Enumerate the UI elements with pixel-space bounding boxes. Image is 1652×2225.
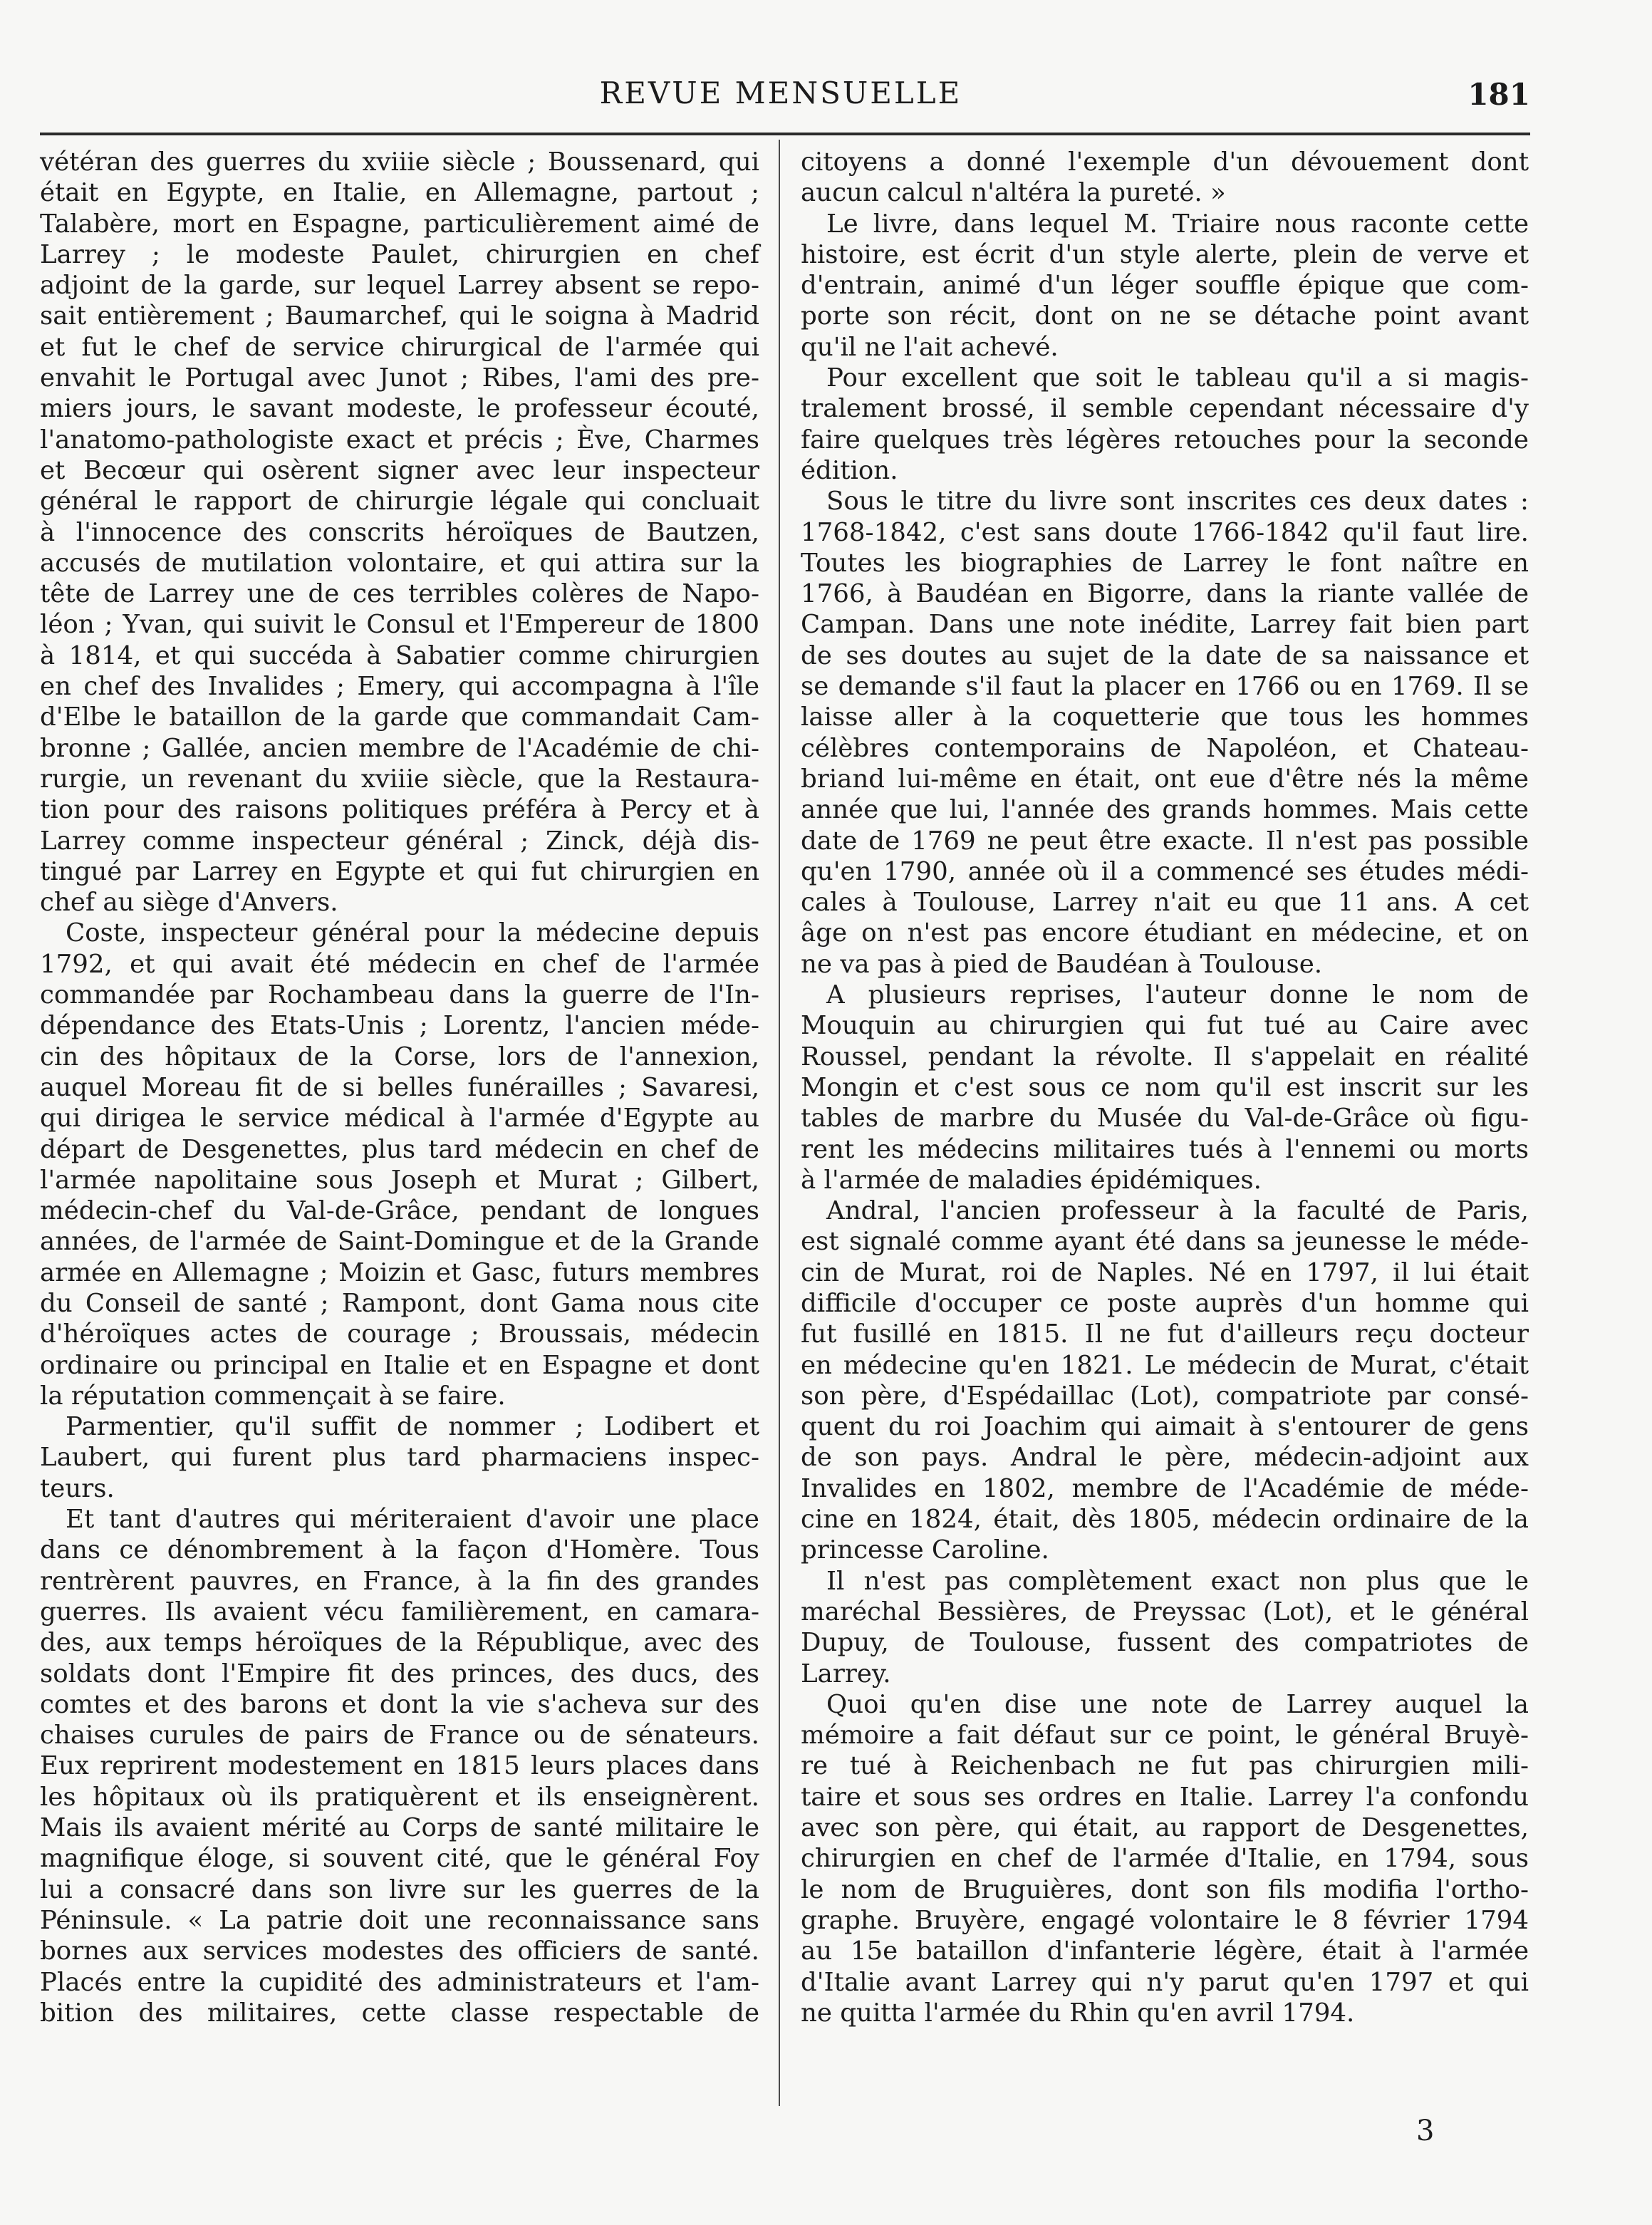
text-line: rentrèrent pauvres, en France, à la fin des grandes xyxy=(40,1566,759,1596)
text-line: aucun calcul n'altéra la pureté. » xyxy=(801,178,1226,208)
text-line: à 1814, et qui succéda à Sabatier comme chirurgien xyxy=(40,640,759,670)
left-column xyxy=(40,147,759,2028)
text-line: 1768-1842, c'est sans doute 1766-1842 qu'il faut lire. xyxy=(801,517,1529,547)
text-line: date de 1769 ne peut être exacte. Il n'est pas possible xyxy=(801,826,1529,856)
text-line: des, aux temps héroïques de la République, avec des xyxy=(40,1628,759,1658)
text-line: Larrey. xyxy=(801,1659,891,1689)
text-line: Mouquin au chirurgien qui fut tué au Caire avec xyxy=(801,1011,1529,1041)
text-line: l'anatomo-pathologiste exact et précis ; Ève, Charmes xyxy=(40,425,759,455)
text-line: bition des militaires, cette classe respectable de xyxy=(40,1998,759,2028)
text-line: magnifique éloge, si souvent cité, que le général Foy xyxy=(40,1844,759,1874)
text-line: au 15e bataillon d'infanterie légère, était à l'armée xyxy=(801,1936,1529,1966)
text-line: auquel Moreau fit de si belles funérailles ; Savaresi, xyxy=(40,1072,759,1102)
text-line: vétéran des guerres du xviiie siècle ; Boussenard, qui xyxy=(40,147,759,177)
text-line: porte son récit, dont on ne se détache point avant xyxy=(801,301,1529,331)
text-line: dépendance des Etats-Unis ; Lorentz, l'ancien méde- xyxy=(40,1011,759,1041)
text-line: à l'armée de maladies épidémiques. xyxy=(801,1165,1262,1195)
text-line: se demande s'il faut la placer en 1766 ou en 1769. Il se xyxy=(801,672,1529,702)
text-line: qu'en 1790, année où il a commencé ses études médi- xyxy=(801,856,1529,886)
text-line: Coste, inspecteur général pour la médecine depuis xyxy=(66,918,759,948)
text-line: laisse aller à la coquetterie que tous les hommes xyxy=(801,702,1529,732)
text-line: commandée par Rochambeau dans la guerre de l'In- xyxy=(40,980,759,1010)
text-line: soldats dont l'Empire fit des princes, des ducs, des xyxy=(40,1659,759,1689)
text-line: fut fusillé en 1815. Il ne fut d'ailleurs reçu docteur xyxy=(801,1319,1529,1349)
text-line: Laubert, qui furent plus tard pharmaciens inspec- xyxy=(40,1443,759,1473)
text-line: cin de Murat, roi de Naples. Né en 1797, il lui était xyxy=(801,1257,1529,1287)
text-line: d'héroïques actes de courage ; Broussais, médecin xyxy=(40,1319,759,1349)
text-line: à l'innocence des conscrits héroïques de Bautzen, xyxy=(40,517,759,547)
text-line: Roussel, pendant la révolte. Il s'appelait en réalité xyxy=(801,1042,1529,1072)
text-line: son père, d'Espédaillac (Lot), compatriote par consé- xyxy=(801,1381,1529,1411)
page-number: 181 xyxy=(1467,77,1530,112)
text-line: chaises curules de pairs de France ou de sénateurs. xyxy=(40,1721,759,1751)
text-line: Dupuy, de Toulouse, fussent des compatriotes de xyxy=(801,1628,1529,1658)
text-line: citoyens a donné l'exemple d'un dévouement dont xyxy=(801,147,1529,177)
text-line: années, de l'armée de Saint-Domingue et de la Grande xyxy=(40,1227,759,1257)
text-line: bronne ; Gallée, ancien membre de l'Académie de chi- xyxy=(40,733,759,763)
text-line: cin des hôpitaux de la Corse, lors de l'annexion, xyxy=(40,1042,759,1072)
text-line: Parmentier, qu'il suffit de nommer ; Lodibert et xyxy=(66,1412,759,1442)
text-line: Le livre, dans lequel M. Triaire nous raconte cette xyxy=(826,209,1529,239)
text-line: A plusieurs reprises, l'auteur donne le nom de xyxy=(826,980,1529,1010)
text-line: briand lui-même en était, ont eue d'être nés la même xyxy=(801,764,1529,794)
text-line: teurs. xyxy=(40,1473,115,1503)
text-line: en chef des Invalides ; Emery, qui accompagna à l'île xyxy=(40,672,759,702)
text-line: léon ; Yvan, qui suivit le Consul et l'Empereur de 1800 xyxy=(40,610,759,640)
text-line: ne quitta l'armée du Rhin qu'en avril 1794. xyxy=(801,1998,1355,2028)
text-line: miers jours, le savant modeste, le professeur écouté, xyxy=(40,394,759,424)
text-line: année que lui, l'année des grands hommes. Mais cette xyxy=(801,795,1529,825)
text-line: lui a consacré dans son livre sur les guerres de la xyxy=(40,1874,759,1904)
text-line: armée en Allemagne ; Moizin et Gasc, futurs membres xyxy=(40,1257,759,1287)
text-line: Quoi qu'en dise une note de Larrey auquel la xyxy=(826,1689,1529,1719)
text-line: et Becœur qui osèrent signer avec leur inspecteur xyxy=(40,455,759,485)
text-line: avec son père, qui était, au rapport de Desgenettes, xyxy=(801,1813,1529,1843)
text-line: 1766, à Baudéan en Bigorre, dans la riante vallée de xyxy=(801,579,1529,609)
text-line: et fut le chef de service chirurgical de l'armée qui xyxy=(40,332,759,362)
text-line: re tué à Reichenbach ne fut pas chirurgien mili- xyxy=(801,1751,1529,1781)
text-line: Et tant d'autres qui mériteraient d'avoir une place xyxy=(66,1505,759,1535)
text-line: dans ce dénombrement à la façon d'Homère. Tous xyxy=(40,1535,759,1565)
text-line: rent les médecins militaires tués à l'ennemi ou morts xyxy=(801,1134,1529,1164)
text-line: est signalé comme ayant été dans sa jeunesse le méde- xyxy=(801,1227,1529,1257)
column-divider xyxy=(779,140,780,2106)
text-line: Andral, l'ancien professeur à la faculté de Paris, xyxy=(826,1196,1529,1226)
text-line: d'Italie avant Larrey qui n'y parut qu'en 1797 et qui xyxy=(801,1967,1529,1997)
text-line: cine en 1824, était, dès 1805, médecin ordinaire de la xyxy=(801,1505,1529,1535)
text-line: histoire, est écrit d'un style alerte, plein de verve et xyxy=(801,239,1529,269)
text-line: maréchal Bessières, de Preyssac (Lot), et le général xyxy=(801,1597,1529,1627)
page-header xyxy=(40,68,1530,118)
text-line: guerres. Ils avaient vécu familièrement, en camara- xyxy=(40,1597,759,1627)
text-line: d'Elbe le bataillon de la garde que commandait Cam- xyxy=(40,702,759,732)
text-line: ne va pas à pied de Baudéan à Toulouse. xyxy=(801,949,1323,979)
text-line: qui dirigea le service médical à l'armée d'Egypte au xyxy=(40,1104,759,1134)
text-line: tingué par Larrey en Egypte et qui fut chirurgien en xyxy=(40,856,759,886)
text-line: Placés entre la cupidité des administrateurs et l'am- xyxy=(40,1967,759,1997)
text-line: adjoint de la garde, sur lequel Larrey absent se repo- xyxy=(40,271,759,301)
text-line: de son pays. Andral le père, médecin-adjoint aux xyxy=(801,1443,1529,1473)
text-line: quent du roi Joachim qui aimait à s'entourer de gens xyxy=(801,1412,1529,1442)
running-title: REVUE MENSUELLE xyxy=(599,76,962,110)
text-line: rurgie, un revenant du xviiie siècle, que la Restaura- xyxy=(40,764,759,794)
text-line: mémoire a fait défaut sur ce point, le général Bruyè- xyxy=(801,1721,1529,1751)
text-line: le nom de Bruguières, dont son fils modifia l'ortho- xyxy=(801,1874,1529,1904)
text-line: princesse Caroline. xyxy=(801,1535,1049,1565)
text-line: les hôpitaux où ils pratiquèrent et ils enseignèrent. xyxy=(40,1782,759,1812)
text-line: d'entrain, animé d'un léger souffle épique que com- xyxy=(801,271,1529,301)
text-line: envahit le Portugal avec Junot ; Ribes, l'ami des pre- xyxy=(40,363,759,393)
text-line: bornes aux services modestes des officiers de santé. xyxy=(40,1936,759,1966)
text-line: Péninsule. « La patrie doit une reconnaissance sans xyxy=(40,1905,759,1935)
text-line: de ses doutes au sujet de la date de sa naissance et xyxy=(801,640,1529,670)
header-rule xyxy=(40,133,1530,135)
text-line: Pour excellent que soit le tableau qu'il a si magis- xyxy=(826,363,1529,393)
text-line: sait entièrement ; Baumarchef, qui le soigna à Madrid xyxy=(40,301,759,331)
text-line: Talabère, mort en Espagne, particulièrement aimé de xyxy=(40,209,759,239)
text-line: tion pour des raisons politiques préféra à Percy et à xyxy=(40,795,759,825)
text-line: général le rapport de chirurgie légale qui concluait xyxy=(40,487,759,517)
right-column xyxy=(801,147,1529,2028)
text-line: graphe. Bruyère, engagé volontaire le 8 février 1794 xyxy=(801,1905,1529,1935)
text-line: édition. xyxy=(801,455,898,485)
text-line: comtes et des barons et dont la vie s'acheva sur des xyxy=(40,1689,759,1719)
text-line: Larrey comme inspecteur général ; Zinck, déjà dis- xyxy=(40,826,759,856)
text-line: cales à Toulouse, Larrey n'ait eu que 11 ans. A cet xyxy=(801,888,1529,918)
text-line: Eux reprirent modestement en 1815 leurs places dans xyxy=(40,1751,759,1781)
text-line: chirurgien en chef de l'armée d'Italie, en 1794, sous xyxy=(801,1844,1529,1874)
text-line: tralement brossé, il semble cependant nécessaire d'y xyxy=(801,394,1529,424)
text-line: qu'il ne l'ait achevé. xyxy=(801,332,1059,362)
text-line: Larrey ; le modeste Paulet, chirurgien en chef xyxy=(40,239,759,269)
signature-folio: 3 xyxy=(1416,2115,1435,2147)
text-line: célèbres contemporains de Napoléon, et Chateau- xyxy=(801,733,1529,763)
text-line: en médecine qu'en 1821. Le médecin de Murat, c'était xyxy=(801,1350,1529,1380)
text-line: faire quelques très légères retouches pour la seconde xyxy=(801,425,1529,455)
text-line: la réputation commençait à se faire. xyxy=(40,1381,506,1411)
text-line: tête de Larrey une de ces terribles colères de Napo- xyxy=(40,579,759,609)
text-line: 1792, et qui avait été médecin en chef de l'armée xyxy=(40,949,759,979)
text-line: Sous le titre du livre sont inscrites ces deux dates : xyxy=(826,487,1529,517)
text-line: ordinaire ou principal en Italie et en Espagne et dont xyxy=(40,1350,759,1380)
text-line: âge on n'est pas encore étudiant en médecine, et on xyxy=(801,918,1529,948)
text-line: tables de marbre du Musée du Val-de-Grâce où figu- xyxy=(801,1104,1529,1134)
text-line: difficile d'occuper ce poste auprès d'un homme qui xyxy=(801,1288,1529,1318)
text-line: Campan. Dans une note inédite, Larrey fait bien part xyxy=(801,610,1529,640)
text-line: médecin-chef du Val-de-Grâce, pendant de longues xyxy=(40,1196,759,1226)
text-line: accusés de mutilation volontaire, et qui attira sur la xyxy=(40,548,759,578)
text-line: Toutes les biographies de Larrey le font naître en xyxy=(801,548,1529,578)
text-line: Invalides en 1802, membre de l'Académie de méde- xyxy=(801,1473,1529,1503)
text-line: était en Egypte, en Italie, en Allemagne, partout ; xyxy=(40,178,759,208)
text-line: du Conseil de santé ; Rampont, dont Gama nous cite xyxy=(40,1288,759,1318)
text-line: l'armée napolitaine sous Joseph et Murat ; Gilbert, xyxy=(40,1165,759,1195)
text-line: Il n'est pas complètement exact non plus que le xyxy=(826,1566,1529,1596)
text-line: départ de Desgenettes, plus tard médecin en chef de xyxy=(40,1134,759,1164)
text-line: taire et sous ses ordres en Italie. Larrey l'a confondu xyxy=(801,1782,1529,1812)
text-line: Mais ils avaient mérité au Corps de santé militaire le xyxy=(40,1813,759,1843)
text-line: chef au siège d'Anvers. xyxy=(40,888,338,918)
text-line: Mongin et c'est sous ce nom qu'il est inscrit sur les xyxy=(801,1072,1529,1102)
